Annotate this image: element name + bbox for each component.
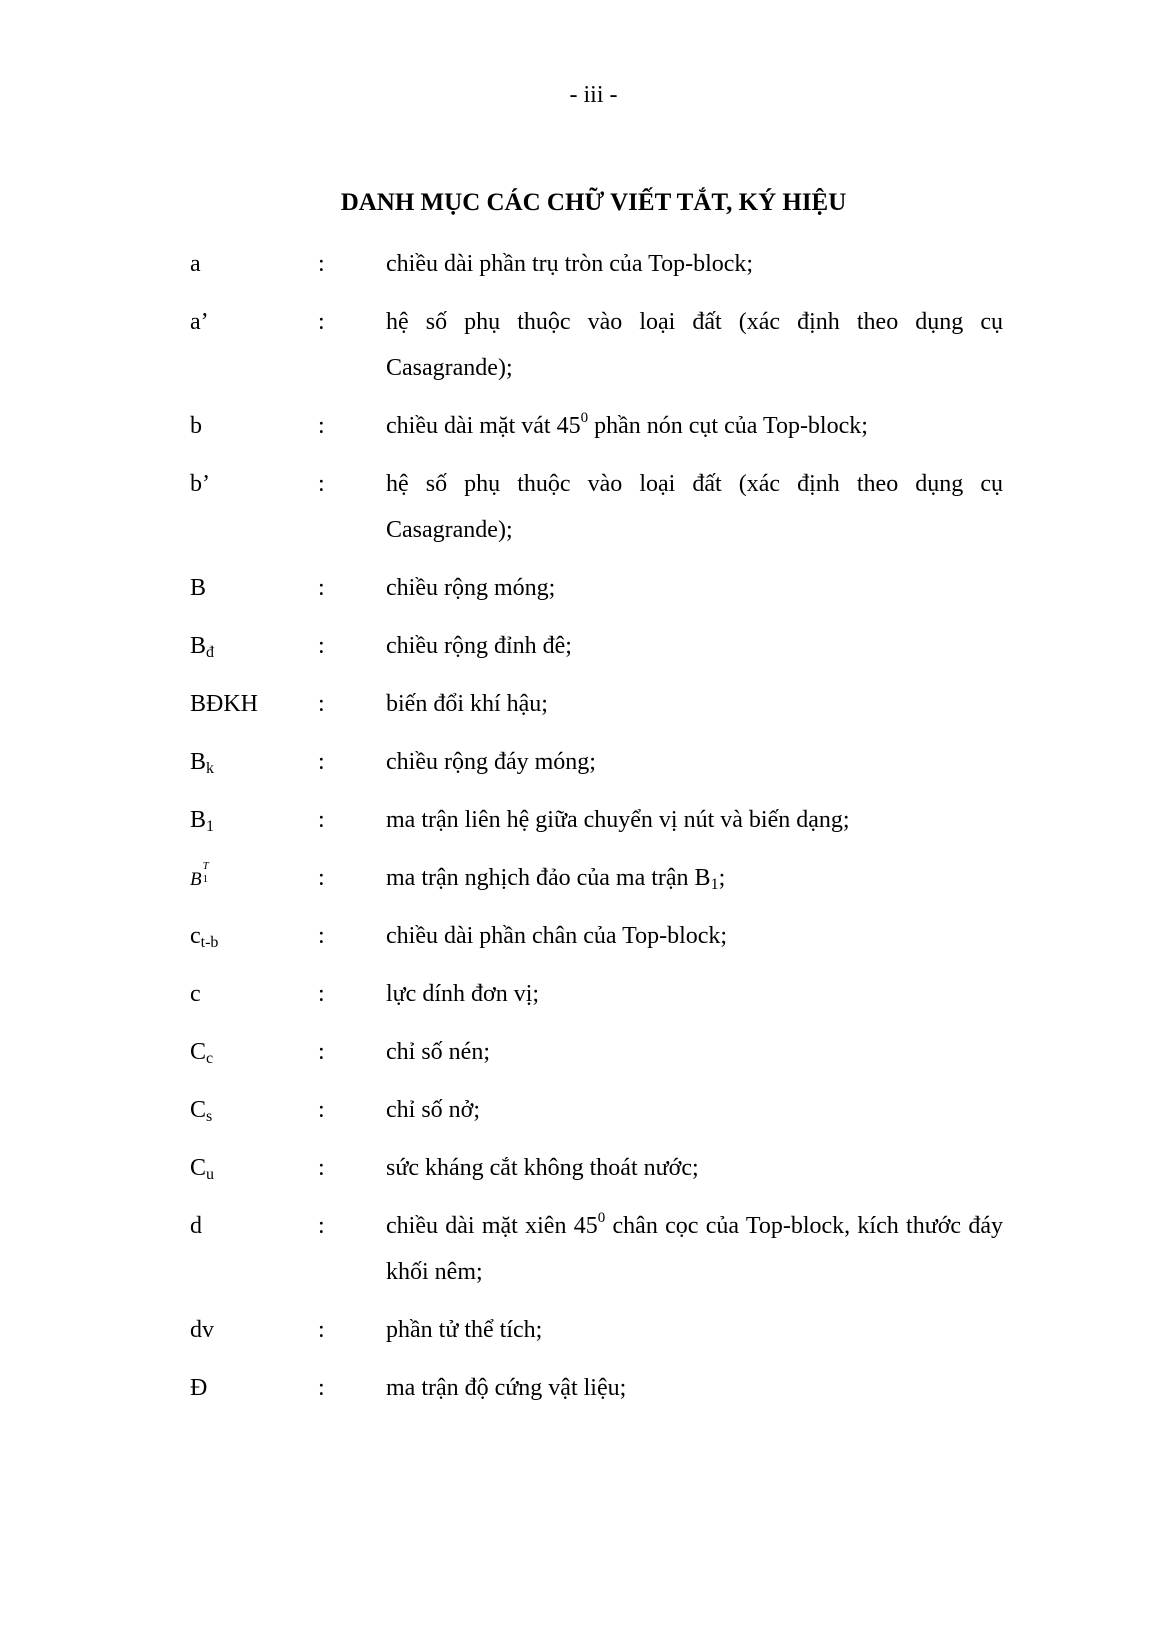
symbol-base: B — [190, 633, 207, 659]
separator: : — [318, 865, 325, 891]
definition — [386, 1203, 1003, 1295]
page-number: - iii - — [569, 82, 618, 108]
definition — [386, 855, 1003, 901]
symbol: a — [190, 251, 201, 277]
list-item — [0, 403, 1157, 449]
definition: chiều rộng móng; — [386, 575, 556, 601]
definition: chỉ số nở; — [386, 1097, 481, 1123]
definition-subscript: 1 — [710, 876, 719, 893]
separator: : — [318, 1375, 325, 1401]
symbol: BĐKH — [190, 691, 259, 717]
symbol-subscript: t-b — [200, 934, 219, 951]
symbol — [190, 1087, 212, 1133]
symbol: b — [190, 413, 202, 439]
symbol-base: B — [190, 749, 207, 775]
definition-text: chiều dài mặt xiên 45 — [386, 1213, 598, 1239]
symbol: c — [190, 981, 201, 1007]
separator: : — [318, 575, 325, 601]
separator: : — [318, 1155, 325, 1181]
symbol: d — [190, 1213, 202, 1239]
separator: : — [318, 633, 325, 659]
symbol — [190, 855, 212, 903]
symbol-base: C — [190, 1155, 207, 1181]
symbol-base: C — [190, 1039, 207, 1065]
separator: : — [318, 1213, 325, 1239]
symbol-subscript: k — [206, 760, 215, 777]
symbol — [190, 1029, 213, 1075]
definition-text: chiều dài mặt vát 45 — [386, 413, 581, 439]
separator: : — [318, 471, 325, 497]
separator: : — [318, 309, 325, 335]
symbol-subscript: 1 — [206, 818, 215, 835]
definition-superscript: 0 — [580, 410, 589, 426]
definition: chiều rộng đáy móng; — [386, 749, 596, 775]
list-item — [0, 797, 1157, 843]
list-item — [0, 739, 1157, 785]
symbol-superscript: T — [202, 860, 209, 873]
separator: : — [318, 749, 325, 775]
list-item — [0, 241, 1157, 287]
symbol-base: B — [190, 869, 202, 890]
symbol: a’ — [190, 309, 209, 335]
definition: hệ số phụ thuộc vào loại đất (xác định theo dụng cụ Casagrande); — [386, 471, 1003, 543]
separator: : — [318, 1097, 325, 1123]
symbol-subscript: 1 — [202, 873, 209, 886]
symbol: B — [190, 575, 207, 601]
separator: : — [318, 981, 325, 1007]
symbol: Đ — [190, 1375, 208, 1401]
separator: : — [318, 923, 325, 949]
definition: phần tử thể tích; — [386, 1317, 543, 1343]
list-item — [0, 1145, 1157, 1191]
symbol-scripts — [202, 860, 212, 889]
symbol-subscript: s — [206, 1108, 213, 1125]
list-item — [0, 623, 1157, 669]
separator: : — [318, 691, 325, 717]
definition — [386, 403, 1003, 449]
definition: chiều rộng đỉnh đê; — [386, 633, 572, 659]
symbol-base: B — [190, 807, 207, 833]
definition: hệ số phụ thuộc vào loại đất (xác định theo dụng cụ Casagrande); — [386, 309, 1003, 381]
definition-text: chân cọc của Top-block, kích thước đáy khối nêm; — [386, 1213, 1003, 1285]
symbol — [190, 623, 214, 669]
symbol-subscript: u — [206, 1166, 215, 1183]
list-item — [0, 971, 1157, 1017]
list-item — [0, 565, 1157, 611]
symbol — [190, 913, 218, 959]
list-item — [0, 855, 1157, 901]
symbol — [190, 797, 214, 843]
symbol: dv — [190, 1317, 214, 1343]
symbol: b’ — [190, 471, 210, 497]
symbol — [190, 739, 214, 785]
separator: : — [318, 807, 325, 833]
definition: ma trận liên hệ giữa chuyển vị nút và biến dạng; — [386, 807, 850, 833]
definition-text: ma trận nghịch đảo của ma trận B — [386, 865, 711, 891]
list-item — [0, 1029, 1157, 1075]
definition: sức kháng cắt không thoát nước; — [386, 1155, 699, 1181]
abbreviation-list — [0, 241, 1157, 1411]
list-item — [0, 1365, 1157, 1411]
definition-text: ; — [718, 865, 726, 891]
symbol-base: C — [190, 1097, 207, 1123]
definition-superscript: 0 — [597, 1210, 606, 1226]
separator: : — [318, 251, 325, 277]
separator: : — [318, 1317, 325, 1343]
list-item — [0, 461, 1157, 553]
definition-text: phần nón cụt của Top-block; — [588, 413, 868, 439]
definition: biến đổi khí hậu; — [386, 691, 548, 717]
definition: chỉ số nén; — [386, 1039, 490, 1065]
separator: : — [318, 1039, 325, 1065]
symbol-base: c — [190, 923, 201, 949]
list-item — [0, 299, 1157, 391]
symbol — [190, 1145, 214, 1191]
list-item — [0, 1087, 1157, 1133]
definition: chiều dài phần chân của Top-block; — [386, 923, 728, 949]
symbol-subscript: đ — [206, 644, 215, 661]
definition: ma trận độ cứng vật liệu; — [386, 1375, 627, 1401]
definition: lực dính đơn vị; — [386, 981, 540, 1007]
symbol-subscript: c — [206, 1050, 214, 1067]
separator: : — [318, 413, 325, 439]
list-item — [0, 1307, 1157, 1353]
list-item — [0, 681, 1157, 727]
definition: chiều dài phần trụ tròn của Top-block; — [386, 251, 754, 277]
list-item — [0, 913, 1157, 959]
list-item — [0, 1203, 1157, 1295]
page-title: DANH MỤC CÁC CHỮ VIẾT TẮT, KÝ HIỆU — [340, 189, 847, 216]
